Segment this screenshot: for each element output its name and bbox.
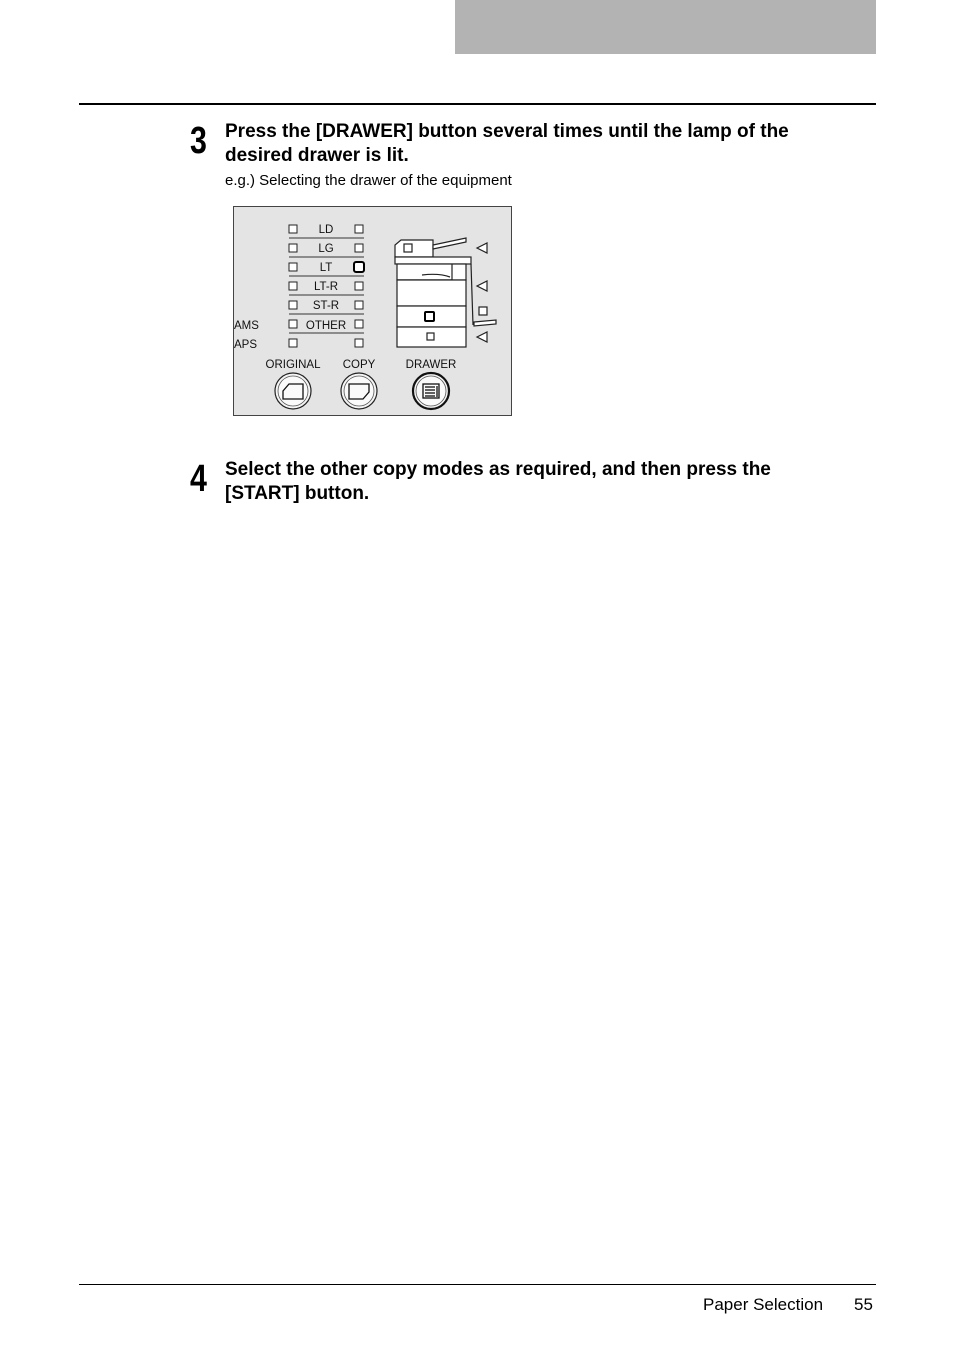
size-row <box>289 262 364 276</box>
bottom-rule <box>79 1284 876 1285</box>
size-label-other: OTHER <box>305 320 347 332</box>
ams-label: AMS <box>234 320 259 332</box>
size-label-lt: LT <box>319 262 333 274</box>
copy-button[interactable] <box>341 373 377 409</box>
drawer-label: DRAWER <box>405 359 457 371</box>
original-button[interactable] <box>275 373 311 409</box>
step-4-line-1: Select the other copy modes as required, and then press the <box>225 459 771 480</box>
step-4-text <box>225 458 865 506</box>
step-4-line-2: [START] button. <box>225 483 370 504</box>
footer-page-number: 55 <box>854 1295 873 1314</box>
top-rule <box>79 103 876 105</box>
aps-label: APS <box>234 339 258 351</box>
step-3-number: 3 <box>190 120 207 162</box>
control-panel-illustration <box>233 206 512 416</box>
step-3-note: e.g.) Selecting the drawer of the equipment <box>225 172 512 189</box>
size-row <box>289 300 364 314</box>
original-label: ORIGINAL <box>265 359 321 371</box>
lit-lamp <box>354 262 364 272</box>
size-label-lt-r: LT-R <box>313 281 339 293</box>
step-3-line-1: Press the [DRAWER] button several times until the lamp of the <box>225 121 789 142</box>
copier-diagram-icon <box>395 238 496 347</box>
size-row <box>289 243 364 257</box>
header-tab <box>455 0 876 54</box>
size-row <box>289 224 364 238</box>
drawer-button[interactable] <box>413 373 449 409</box>
size-label-ld: LD <box>318 224 334 236</box>
step-4-number: 4 <box>190 458 207 500</box>
step-3-line-2: desired drawer is lit. <box>225 145 409 166</box>
size-row <box>234 320 364 333</box>
size-row <box>289 281 364 295</box>
aps-row <box>234 339 363 351</box>
copy-label: COPY <box>342 359 376 371</box>
step-3-text <box>225 120 865 168</box>
footer-section-title: Paper Selection <box>703 1295 824 1314</box>
size-label-lg: LG <box>318 243 334 255</box>
size-label-st-r: ST-R <box>312 300 340 312</box>
control-panel-svg <box>234 207 511 415</box>
